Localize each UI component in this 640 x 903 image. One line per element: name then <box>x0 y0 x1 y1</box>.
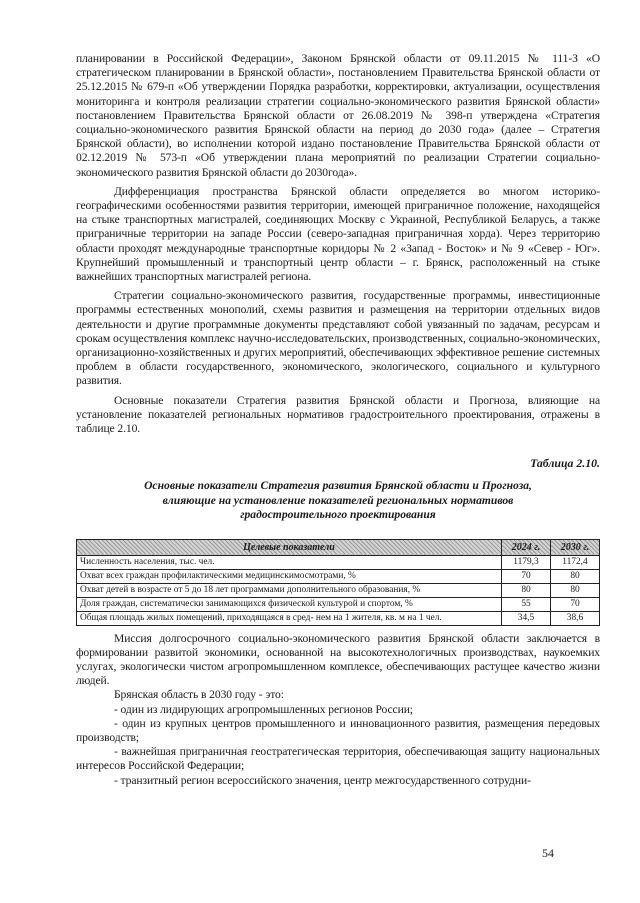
table-number: Таблица 2.10. <box>530 456 600 471</box>
paragraph: Дифференциация пространства Брянской области определяется во многом историко-географическими особенностями развития территории, имеющей приграничное положение, находящейся на стыке транспортных магистралей, соединяющих Москву с Украиной, Республикой Беларусь, а также приграничные территории на западе России (северо-западная приграничная хорда). Через территорию области проходят международные транспортные коридоры № 2 «Запад - Восток» и № 9 «Север - Юг». Крупнейший промышленный и транспортный центр области – г. Брянск, расположенный на стыке важнейших транспортных магистралей региона. <box>76 184 600 284</box>
indicator-cell: Численность населения, тыс. чел. <box>77 555 502 569</box>
value-2030-cell: 80 <box>551 583 600 597</box>
paragraph: Стратегии социально-экономического развития, государственные программы, инвестиционные программы естественных монополий, схемы развития и размещения на территории отдельных видов деятельности и другие программные документы представляют собой увязанный по задачам, ресурсам и срокам осуществления комплекс научно-исследовательских, производственных, социально-экономических, организационно-хозяйственных и других мероприятий, обеспечивающих эффективное решение системных проблем в области государственного, экономического, экологического, социального и культурного развития. <box>76 289 600 388</box>
table-caption <box>76 479 600 522</box>
table-body <box>77 555 600 625</box>
indicator-cell: Охват детей в возрасте от 5 до 18 лет программами дополнительного образования, % <box>77 583 502 597</box>
value-2030-cell: 1172,4 <box>551 555 600 569</box>
table-row <box>77 569 600 583</box>
value-2030-cell: 80 <box>551 569 600 583</box>
table-row <box>77 583 600 597</box>
body-text-bottom <box>76 632 600 788</box>
caption-line: влияющие на установление показателей региональных нормативов <box>162 493 514 507</box>
indicator-cell: Охват всех граждан профилактическими медицинскимосмотрами, % <box>77 569 502 583</box>
value-2024-cell: 34,5 <box>502 611 551 625</box>
paragraph: Брянская область в 2030 году - это: <box>114 688 284 702</box>
table-header-row <box>77 539 600 555</box>
indicator-cell: Общая площадь жилых помещений, приходящаяся в сред- нем на 1 жителя, кв. м на 1 чел. <box>77 611 502 625</box>
paragraph: Основные показатели Стратегия развития Брянской области и Прогноза, влияющие на установление показателей региональных нормативов градостроительного проектирования, отражены в таблице 2.10. <box>76 393 600 436</box>
indicators-table <box>76 539 600 626</box>
header-2030: 2030 г. <box>551 539 600 555</box>
page-number: 54 <box>542 846 554 860</box>
paragraph: - важнейшая приграничная геостратегическая территория, обеспечивающая защиту национальных интересов Российской Федерации; <box>76 745 600 773</box>
value-2024-cell: 1179,3 <box>502 555 551 569</box>
value-2030-cell: 70 <box>551 597 600 611</box>
body-text-top <box>76 52 600 436</box>
value-2030-cell: 38,6 <box>551 611 600 625</box>
paragraph: Миссия долгосрочного социально-экономического развития Брянской области заключается в формировании развитой экономики, основанной на высокотехнологичных производствах, наукоемких услугах, экологически чистом агропромышленном комплексе, обеспечивающих растущее качество жизни людей. <box>76 631 600 688</box>
paragraph: планировании в Российской Федерации», Законом Брянской области от 09.11.2015 № 111-З «О стратегическом планировании в Брянской области», постановлением Правительства Брянской области от 25.12.2015 № 679-п «Об утверждении Порядка разработки, корректировки, актуализации, осуществления мониторинга и контроля реализации стратегии социально-экономического развития Брянской области» постановлением Правительства Брянской области от 26.08.2019 № 398-п утверждена «Стратегия социально-экономического развития Брянской области на период до 2030 года» (далее – Стратегия Брянской области), во исполнении которой издано постановление Правительства Брянской области от 02.12.2019 № 573-п «Об утверждении плана мероприятий по реализации Стратегии социально-экономического развития Брянской области до 2030года». <box>76 52 600 179</box>
header-2024: 2024 г. <box>502 539 551 555</box>
header-indicator: Целевые показатели <box>77 539 502 555</box>
table-row <box>77 611 600 625</box>
caption-line: градостроительного проектирования <box>240 508 436 522</box>
value-2024-cell: 70 <box>502 569 551 583</box>
table-row <box>77 555 600 569</box>
indicator-cell: Доля граждан, систематически занимающихся физической культурой и спортом, % <box>77 597 502 611</box>
paragraph: - один из лидирующих агропромышленных регионов России; <box>114 702 413 716</box>
table-row <box>77 597 600 611</box>
paragraph: - транзитный регион всероссийского значения, центр межгосударственного сотрудни- <box>114 773 531 787</box>
value-2024-cell: 55 <box>502 597 551 611</box>
value-2024-cell: 80 <box>502 583 551 597</box>
paragraph: - один из крупных центров промышленного и инновационного развития, размещения передовых производств; <box>76 716 600 744</box>
caption-line: Основные показатели Стратегия развития Брянской области и Прогноза, <box>144 479 532 493</box>
